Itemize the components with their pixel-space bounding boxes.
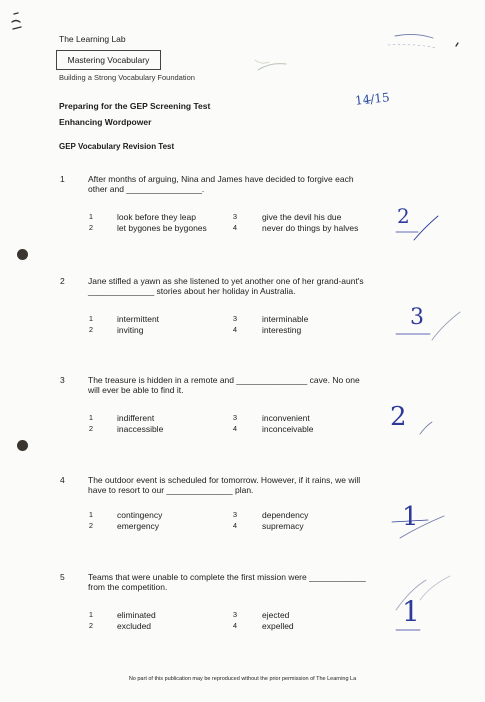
option-text: intermittent <box>117 314 160 324</box>
tagline: Building a Strong Vocabulary Foundation <box>59 73 195 82</box>
option-number: 1 <box>88 413 94 422</box>
option-number: 3 <box>232 314 238 323</box>
question-text: The treasure is hidden in a remote and _______________ cave. No one will ever be able to find it. <box>88 375 360 395</box>
handwritten-score: 14/15 <box>354 90 391 108</box>
test-title: GEP Vocabulary Revision Test <box>59 142 175 151</box>
option-number: 4 <box>232 223 238 232</box>
handwritten-answer: 1 <box>402 502 419 532</box>
prep-heading: Preparing for the GEP Screening Test <box>59 101 211 111</box>
option-text: interesting <box>262 325 302 335</box>
handwritten-answer: 2 <box>397 204 410 228</box>
handwritten-answer: 3 <box>410 305 424 330</box>
option-text: ejected <box>262 610 290 620</box>
option-text: contingency <box>117 510 163 520</box>
option-number: 2 <box>88 621 94 630</box>
option-text: inconvenient <box>262 413 310 423</box>
option-number: 3 <box>232 610 238 619</box>
subtitle-heading: Enhancing Wordpower <box>59 117 152 127</box>
handwritten-answer: 2 <box>390 402 407 432</box>
option-number: 2 <box>88 325 94 334</box>
question-number: 1 <box>60 174 65 184</box>
option-text: never do things by halves <box>262 223 359 233</box>
option-text: give the devil his due <box>262 212 342 222</box>
handwritten-answer: 1 <box>402 595 420 628</box>
question-number: 3 <box>60 375 65 385</box>
question-text: The outdoor event is scheduled for tomorrow. However, if it rains, we will have to resort to our ______________ plan. <box>88 475 361 495</box>
option-text: supremacy <box>262 521 304 531</box>
option-number: 4 <box>232 621 238 630</box>
option-text: dependency <box>262 510 309 520</box>
option-number: 1 <box>88 610 94 619</box>
question-number: 5 <box>60 572 65 582</box>
option-number: 4 <box>232 424 238 433</box>
option-text: eliminated <box>117 610 156 620</box>
question-number: 2 <box>60 276 65 286</box>
option-number: 3 <box>232 212 238 221</box>
course-title-box: Mastering Vocabulary <box>56 50 161 70</box>
option-number: 1 <box>88 314 94 323</box>
option-text: let bygones be bygones <box>117 223 207 233</box>
option-text: inviting <box>117 325 144 335</box>
option-text: look before they leap <box>117 212 196 222</box>
question-number: 4 <box>60 475 65 485</box>
option-number: 1 <box>88 510 94 519</box>
question-text: Jane stifled a yawn as she listened to yet another one of her grand-aunt's ______________ stories about her holiday in Australia. <box>88 276 364 296</box>
copyright-footer: No part of this publication may be reproduced without the prior permission of The Learning La <box>128 676 357 682</box>
option-number: 3 <box>232 413 238 422</box>
question-text: Teams that were unable to complete the first mission were ____________ from the competition. <box>88 572 366 592</box>
option-number: 4 <box>232 325 238 334</box>
option-number: 2 <box>88 521 94 530</box>
option-text: inconceivable <box>262 424 314 434</box>
option-text: excluded <box>117 621 152 631</box>
option-number: 2 <box>88 424 94 433</box>
option-text: inaccessible <box>117 424 164 434</box>
brand-name: The Learning Lab <box>59 34 126 44</box>
option-number: 3 <box>232 510 238 519</box>
option-text: expelled <box>262 621 294 631</box>
option-number: 1 <box>88 212 94 221</box>
option-text: emergency <box>117 521 160 531</box>
question-text: After months of arguing, Nina and James have decided to forgive each other and ________________. <box>88 174 354 194</box>
option-text: interminable <box>262 314 309 324</box>
option-number: 2 <box>88 223 94 232</box>
option-text: indifferent <box>117 413 155 423</box>
option-number: 4 <box>232 521 238 530</box>
